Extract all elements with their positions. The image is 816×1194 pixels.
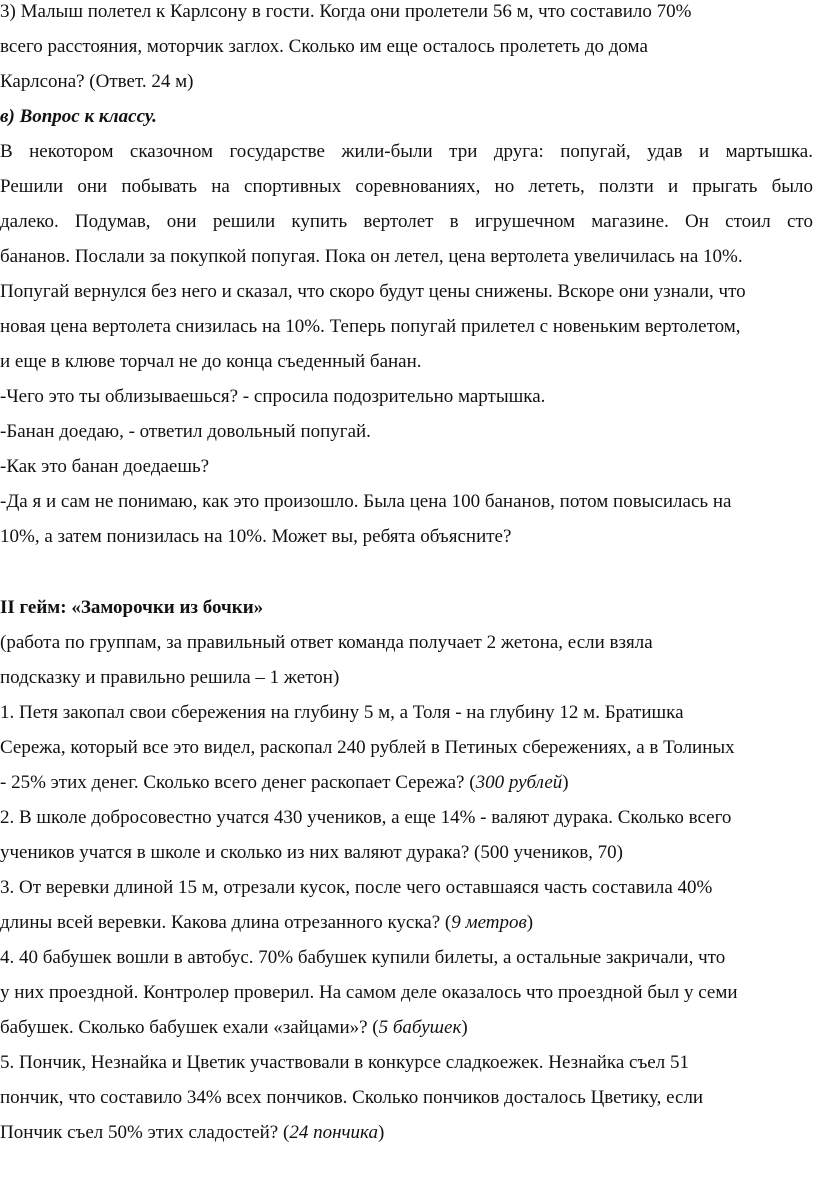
text-line: 3. От веревки длиной 15 м, отрезали кусок, после чего оставшаяся часть составила 40% <box>0 877 713 898</box>
text-line: 1. Петя закопал свои сбережения на глубину 5 м, а Толя - на глубину 12 м. Братишка <box>0 702 684 723</box>
question-text: - 25% этих денег. Сколько всего денег раскопает Сережа? ( <box>0 772 476 793</box>
answer-text: 9 метров <box>451 912 527 933</box>
text-line: и еще в клюве торчал не до конца съеденный банан. <box>0 351 422 372</box>
game-2 <box>0 590 816 1150</box>
text-line: у них проездной. Контролер проверил. На самом деле оказалось что проездной был у семи <box>0 982 738 1003</box>
blank-line <box>0 554 816 590</box>
text-line: пончик, что составило 34% всех пончиков. Сколько пончиков досталось Цветику, если <box>0 1087 704 1108</box>
closing-paren: ) <box>377 1122 385 1143</box>
text-line <box>0 1115 816 1150</box>
text-line <box>0 765 816 800</box>
question-4 <box>0 940 816 1045</box>
text-line: Сережа, который все это видел, раскопал 240 рублей в Петиных сбережениях, а в Толиных <box>0 737 735 758</box>
dialogue-line: 10%, а затем понизилась на 10%. Может вы, ребята объясните? <box>0 526 512 547</box>
section-heading: II гейм: «Заморочки из бочки» <box>0 597 264 618</box>
dialogue-line: -Как это банан доедаешь? <box>0 456 210 477</box>
question-text: Пончик съел 50% этих сладостей? ( <box>0 1122 290 1143</box>
dialogue-line: -Да я и сам не понимаю, как это произошло. Была цена 100 бананов, потом повысилась на <box>0 491 732 512</box>
answer-text: 24 пончика <box>289 1122 378 1143</box>
text-line: (работа по группам, за правильный ответ команда получает 2 жетона, если взяла <box>0 632 653 653</box>
question-5 <box>0 1045 816 1150</box>
dialogue-line: -Чего это ты облизываешься? - спросила подозрительно мартышка. <box>0 386 546 407</box>
question-text: длины всей веревки. Какова длина отрезанного куска? ( <box>0 912 452 933</box>
text-line: Решили они побывать на спортивных соревнованиях, но лететь, ползти и прыгать было <box>0 176 813 197</box>
text-line: далеко. Подумав, они решили купить вертолет в игрушечном магазине. Он стоил сто <box>0 211 813 232</box>
section-heading: в) Вопрос к классу. <box>0 106 157 127</box>
text-line: бананов. Послали за покупкой попугая. Пока он летел, цена вертолета увеличилась на 10%. <box>0 246 743 267</box>
task-3 <box>0 0 816 99</box>
text-line: 3) Малыш полетел к Карлсону в гости. Когда они пролетели 56 м, что составило 70% <box>0 1 692 22</box>
text-line: подсказку и правильно решила – 1 жетон) <box>0 667 340 688</box>
text-line: всего расстояния, моторчик заглох. Сколько им еще осталось пролететь до дома <box>0 36 648 57</box>
question-3 <box>0 870 816 940</box>
closing-paren: ) <box>562 772 569 793</box>
closing-paren: ) <box>526 912 534 933</box>
question-2 <box>0 800 816 870</box>
text-line: 5. Пончик, Незнайка и Цветик участвовали в конкурсе сладкоежек. Незнайка съел 51 <box>0 1052 689 1073</box>
answer-text: 300 рублей <box>475 772 563 793</box>
text-line: 4. 40 бабушек вошли в автобус. 70% бабушек купили билеты, а остальные закричали, что <box>0 947 726 968</box>
text-line: Попугай вернулся без него и сказал, что скоро будут цены снижены. Вскоре они узнали, что <box>0 281 746 302</box>
closing-paren: ) <box>461 1017 468 1038</box>
text-line <box>0 905 816 940</box>
text-line: новая цена вертолета снизилась на 10%. Теперь попугай прилетел с новеньким вертолетом, <box>0 316 741 337</box>
question-1 <box>0 695 816 800</box>
text-line: В некотором сказочном государстве жили-были три друга: попугай, удав и мартышка. <box>0 141 813 162</box>
text-line: Карлсона? (Ответ. 24 м) <box>0 71 194 92</box>
section-v <box>0 99 816 554</box>
text-line <box>0 1010 816 1045</box>
text-line: 2. В школе добросовестно учатся 430 учеников, а еще 14% - валяют дурака. Сколько всего <box>0 807 732 828</box>
question-text: бабушек. Сколько бабушек ехали «зайцами»? ( <box>0 1017 379 1038</box>
dialogue-line: -Банан доедаю, - ответил довольный попугай. <box>0 421 371 442</box>
text-line: учеников учатся в школе и сколько из них валяют дурака? (500 учеников, 70) <box>0 842 624 863</box>
answer-text: 5 бабушек <box>378 1017 462 1038</box>
